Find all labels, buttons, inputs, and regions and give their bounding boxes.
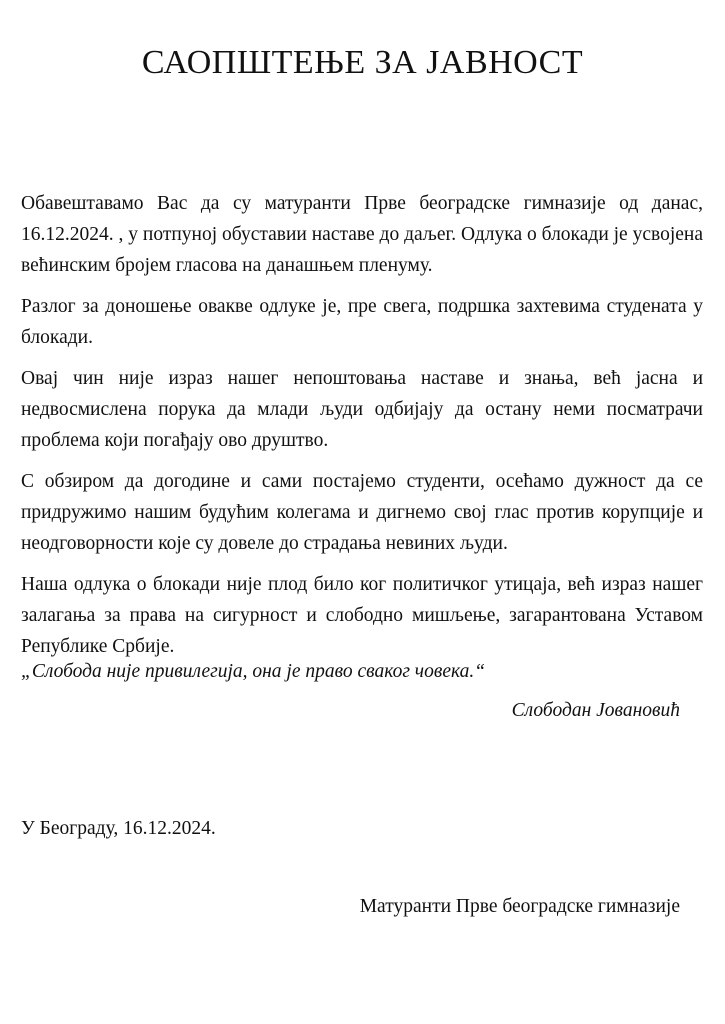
document-body xyxy=(21,188,703,672)
quote-author: Слободан Јовановић xyxy=(511,700,680,721)
paragraph-5: Наша одлука о блокади није плод било ког политичког утицаја, већ израз нашег залагања за права на сигурност и слободно мишљење, загарантована Уставом Републике Србије. xyxy=(21,574,703,657)
document-title: САОПШТЕЊЕ ЗА ЈАВНОСТ xyxy=(141,44,584,81)
paragraph-4: С обзиром да догодине и сами постајемо студенти, осећамо дужност да се придружимо нашим будућим колегама и дигнемо свој глас против корупције и неодговорности које су довеле до страдања невиних људи. xyxy=(21,471,703,554)
paragraph-2: Разлог за доношење овакве одлуке је, пре свега, подршка захтевима студената у блокади. xyxy=(21,296,703,348)
signature: Матуранти Прве београдске гимназије xyxy=(359,896,680,917)
quote-text: „Слобода није привилегија, она је право сваког човека.“ xyxy=(21,661,486,682)
place-date: У Београду, 16.12.2024. xyxy=(21,818,216,839)
paragraph-1: Обавештавамо Вас да су матуранти Прве београдске гимназије од данас, 16.12.2024. , у потпуној обуставии наставе до даљег. Одлука о блокади је усвојена већинским бројем гласова на данашњем пленуму. xyxy=(21,193,703,276)
paragraph-3: Овај чин није израз нашег непоштовања наставе и знања, већ јасна и недвосмислена порука да млади људи одбијају да остану неми посматрачи проблема који погађају ово друштво. xyxy=(21,368,703,451)
